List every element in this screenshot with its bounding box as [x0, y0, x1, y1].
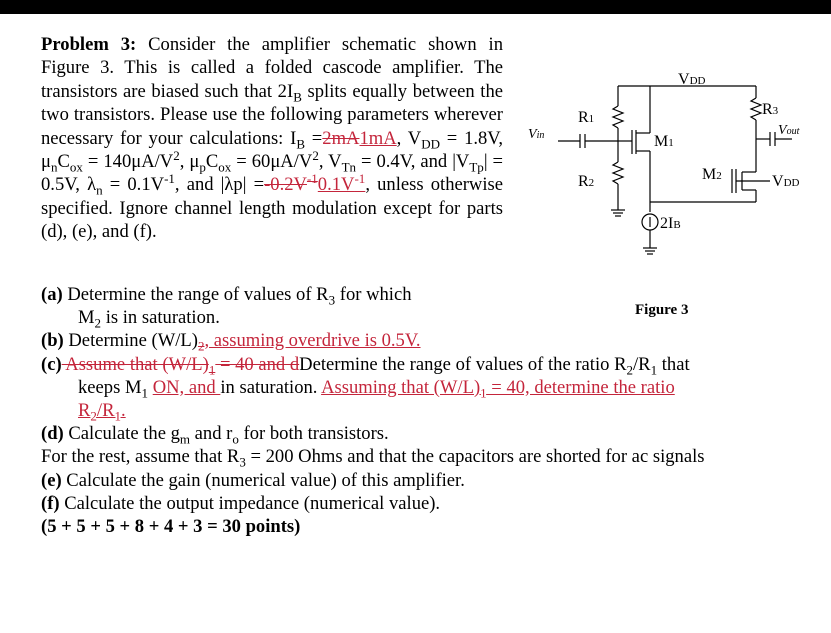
- vout-label: Vout: [778, 123, 800, 138]
- part-d: (d) Calculate the $g_m$ and $r_o$ for both transistors.: [41, 423, 389, 447]
- problem-parts: [41, 283, 826, 538]
- params-text: , and |λp| =: [174, 174, 265, 196]
- params-text: , V: [396, 127, 422, 149]
- intro-text: Consider the amplifier schematic shown in Figure 3. This is called a folded cascode amplifier. The transistors are biased such that 2I: [41, 34, 503, 102]
- part-f: (f) Calculate the output impedance (numerical value).: [41, 492, 441, 514]
- part-c-line2: keeps $M_1$ ON, and in saturation. Assuming that $(W/L)_1 = 40$, determine the ratio: [78, 376, 675, 401]
- deleted-lambda: $-0.2V^{-1}$: [264, 171, 318, 196]
- intro-end: , unless otherwise specified. Ignore channel length modulation except for parts (d), (e), and (f).: [41, 174, 504, 243]
- vdd-top-label: VDD: [678, 71, 706, 88]
- folded-cascode-schematic: [520, 62, 820, 282]
- params-text: = 60μA/V: [231, 151, 313, 173]
- part-c: (c) Assume that $(W/L)_1 = 40$ and dDetermine the range of values of the ratio $R_2/R_1$ that: [41, 353, 690, 378]
- figure-caption: Figure 3: [635, 302, 689, 318]
- deleted-ib: 2mA: [322, 127, 360, 149]
- r1-label: R1: [578, 109, 595, 126]
- problem-title: Problem 3:: [41, 34, 137, 55]
- vdd-right-label: VDD: [772, 173, 800, 190]
- vin-label: Vin: [528, 127, 545, 142]
- rest-assumption: For the rest, assume that $R_3 = 200$ Ohms and that the capacitors are shorted for ac signals: [41, 446, 705, 471]
- inserted-ib: 1mA: [359, 127, 397, 149]
- params-text: , μ: [179, 151, 200, 173]
- r3-label: R3: [762, 101, 779, 118]
- problem-statement: Problem 3: Consider the amplifier schematic shown in Figure 3. This is called a folded cascode amplifier. The transistors are biased such that $2I_B$ splits equally between the two transistors. Please use the following parameters wherever necessary for your calculations: $I_B =2mA1mA$, $V_{DD} = 1.8V$, $\mu_nC_{ox} = 140\mu A/V^2$, $\mu_pC_{ox} = 60\mu A/V^2$, $V_{Tn} = 0.4V$, and $|V_{Tp}| = 0.5V$, $\lambda_n = 0.1V^{-1}$, and $|\lambda p| =-0.2V^{-1}0.1V^{-1}$, unless otherwise specified. Ignore channel length modulation except for parts (d), (e), and (f).: [41, 34, 504, 243]
- inserted-lambda: $0.1V^{-1}$: [317, 171, 366, 196]
- params-text: = 1.8V, μ: [41, 127, 503, 173]
- params-text: = 0.1V: [102, 174, 165, 196]
- m1-label: M1: [654, 133, 674, 150]
- intro-text-2: splits equally between the two transistors. Please use the following parameters wherever necessary for your calculations: I: [41, 80, 503, 149]
- params-text: = 140μA/V: [82, 151, 174, 173]
- part-a: (a) Determine the range of values of $R_3$ for which: [41, 284, 412, 308]
- ib-label: 2IB: [660, 215, 681, 232]
- params-text: | = 0.5V, λ: [41, 151, 504, 196]
- r2-label: R2: [578, 173, 595, 190]
- top-black-bar: [0, 0, 831, 14]
- part-e: (e) Calculate the gain (numerical value) of this amplifier.: [41, 469, 465, 491]
- params-text: = 0.4V, and |V: [356, 151, 470, 173]
- m2-label: M2: [702, 166, 722, 183]
- part-b: (b) Determine $(W/L)_2$, assuming overdrive is 0.5V.: [41, 330, 421, 355]
- part-a-line2: $M_2$ is in saturation.: [78, 307, 220, 331]
- params-text: C: [205, 151, 219, 173]
- params-text: C: [57, 151, 70, 173]
- points-summary: (5 + 5 + 5 + 8 + 4 + 3 = 30 points): [41, 516, 301, 538]
- params-text: , V: [318, 151, 342, 173]
- part-c-line3: $R_2/R_1$.: [78, 400, 126, 424]
